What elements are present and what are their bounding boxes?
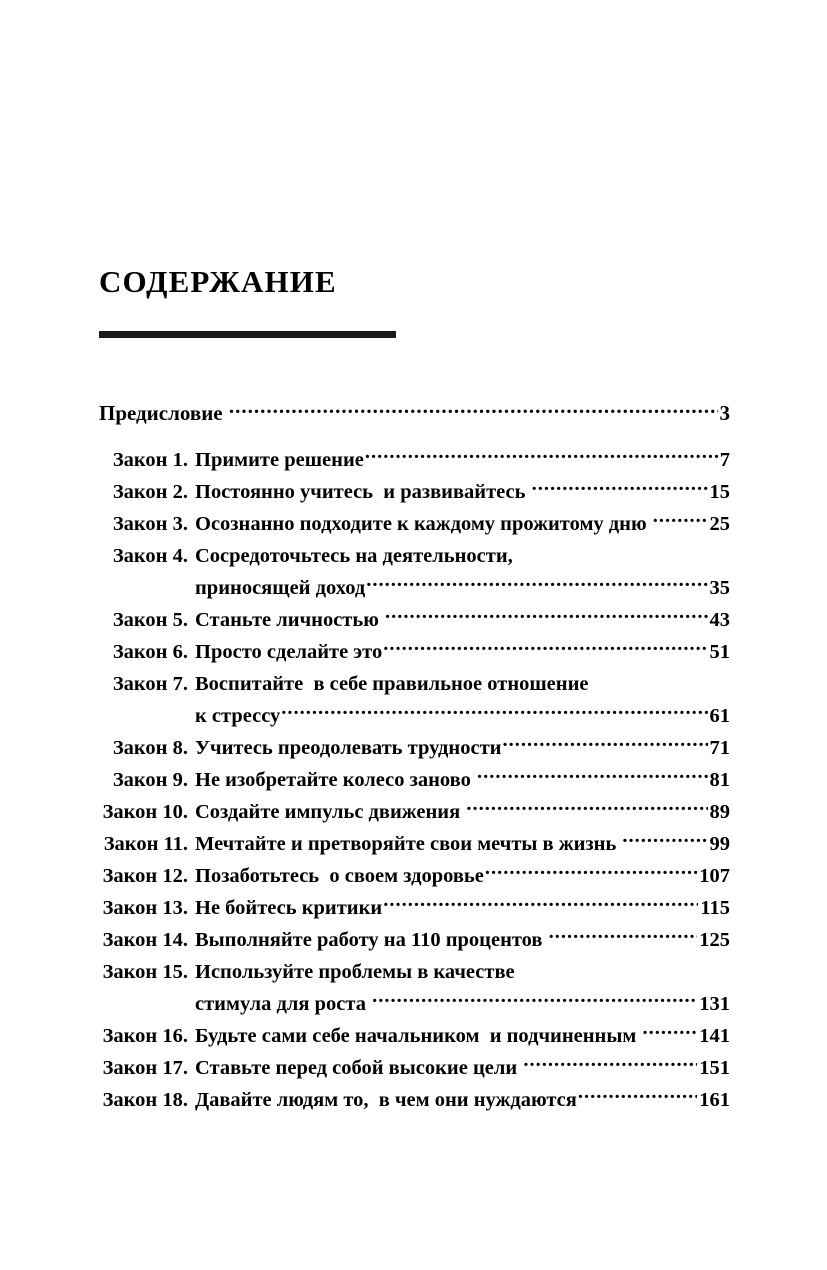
toc-dot-leader — [532, 478, 708, 498]
toc-entry-law-7-continuation[interactable] — [0, 702, 827, 734]
toc-entry-page-number: 35 — [709, 577, 730, 599]
toc-entry-law-12[interactable] — [0, 862, 827, 894]
toc-entry-page-number: 15 — [709, 481, 730, 503]
toc-entry-page-number: 107 — [699, 865, 730, 887]
toc-entry-page-number: 81 — [709, 769, 730, 791]
toc-entry-law-6[interactable] — [0, 638, 827, 670]
toc-entry-law-8[interactable] — [0, 734, 827, 766]
toc-dot-leader — [466, 798, 707, 818]
toc-entry-title: Примите решение — [195, 449, 364, 471]
toc-entry-title: Мечтайте и претворяйте свои мечты в жизнь — [195, 833, 622, 855]
toc-entry-law-9[interactable] — [0, 766, 827, 798]
toc-dot-leader — [365, 446, 718, 466]
title-divider-rule — [99, 331, 396, 338]
toc-entry-law-2[interactable] — [0, 478, 827, 510]
toc-entry-page-number: 115 — [700, 897, 730, 919]
toc-dot-leader — [229, 400, 718, 420]
toc-dot-leader — [383, 638, 707, 658]
toc-dot-leader — [366, 574, 707, 594]
toc-entry-title: Учитесь преодолевать трудности — [195, 737, 502, 759]
toc-dot-leader — [653, 510, 708, 530]
toc-entry-page-number: 99 — [709, 833, 730, 855]
toc-entry-label: Закон 6. — [112, 641, 188, 663]
toc-entry-page-number: 151 — [699, 1057, 730, 1079]
toc-entry-title: Не изобретайте колесо заново — [195, 769, 476, 791]
toc-entry-title: Давайте людям то, в чем они нуждаются — [195, 1089, 577, 1111]
toc-entry-page-number: 161 — [699, 1089, 730, 1111]
toc-dot-leader — [383, 894, 698, 914]
toc-entry-law-5[interactable] — [0, 606, 827, 638]
toc-entry-label: Закон 14. — [102, 929, 188, 951]
toc-entry-law-11[interactable] — [0, 830, 827, 862]
toc-entry-title: Не бойтесь критики — [195, 897, 383, 919]
toc-entry-label: Закон 4. — [112, 545, 188, 567]
toc-entry-label: Закон 16. — [102, 1025, 188, 1047]
toc-entry-title: Ставьте перед собой высокие цели — [195, 1057, 523, 1079]
toc-dot-leader — [281, 702, 707, 722]
toc-dot-leader — [485, 862, 697, 882]
toc-entry-title: Просто сделайте это — [195, 641, 383, 663]
toc-entry-label: Закон 12. — [102, 865, 188, 887]
toc-entry-label: Закон 1. — [112, 449, 188, 471]
toc-entry-label: Закон 8. — [112, 737, 188, 759]
toc-entry-law-10[interactable] — [0, 798, 827, 830]
toc-entry-title: Осознанно подходите к каждому прожитому дню — [195, 513, 652, 535]
toc-entry-title: Выполняйте работу на 110 процентов — [195, 929, 548, 951]
toc-entry-title: стимула для роста — [195, 993, 372, 1015]
page-title: СОДЕРЖАНИЕ — [99, 264, 337, 299]
toc-dot-leader — [642, 1022, 697, 1042]
table-of-contents-list — [0, 400, 827, 1118]
toc-entry-page-number: 125 — [699, 929, 730, 951]
toc-entry-law-4-continuation[interactable] — [0, 574, 827, 606]
toc-entry-law-17[interactable] — [0, 1054, 827, 1086]
toc-entry-page-number: 3 — [719, 401, 730, 425]
toc-entry-label: Закон 13. — [102, 897, 188, 919]
toc-entry-page-number: 43 — [709, 609, 730, 631]
toc-entry-page-number: 131 — [699, 993, 730, 1015]
toc-entry-label: Закон 5. — [112, 609, 188, 631]
toc-entry-title: Станьте личностью — [195, 609, 385, 631]
toc-entry-law-7[interactable] — [0, 670, 827, 702]
toc-entry-label: Закон 18. — [102, 1089, 188, 1111]
toc-dot-leader — [549, 926, 698, 946]
toc-entry-title: к стрессу — [195, 705, 281, 727]
toc-entry-title: Будьте сами себе начальником и подчиненным — [195, 1025, 642, 1047]
toc-entry-label: Закон 7. — [112, 673, 188, 695]
toc-entry-label: Закон 10. — [102, 801, 188, 823]
toc-entry-label: Закон 11. — [103, 833, 188, 855]
toc-entry-page-number: 61 — [709, 705, 730, 727]
toc-entry-title: Используйте проблемы в качестве — [195, 961, 515, 983]
toc-entry-label: Закон 2. — [112, 481, 188, 503]
toc-entry-title: Предисловие — [99, 401, 228, 425]
toc-entry-page-number: 51 — [709, 641, 730, 663]
toc-entry-law-4[interactable] — [0, 542, 827, 574]
toc-dot-leader — [622, 830, 707, 850]
toc-entry-label: Закон 3. — [112, 513, 188, 535]
toc-dot-leader — [477, 766, 708, 786]
toc-entry-label: Закон 9. — [112, 769, 188, 791]
toc-dot-leader — [372, 990, 697, 1010]
toc-dot-leader — [502, 734, 707, 754]
toc-entry-label: Закон 15. — [102, 961, 188, 983]
toc-entry-law-3[interactable] — [0, 510, 827, 542]
toc-entry-title: Сосредоточьтесь на деятельности, — [195, 545, 513, 567]
toc-entry-law-18[interactable] — [0, 1086, 827, 1118]
toc-entry-page-number: 89 — [709, 801, 730, 823]
toc-entry-title: Позаботьтесь о своем здоровье — [195, 865, 484, 887]
toc-entry-title: Создайте импульс движения — [195, 801, 466, 823]
toc-entry-law-16[interactable] — [0, 1022, 827, 1054]
toc-dot-leader — [578, 1086, 697, 1106]
toc-entry-preface[interactable] — [0, 400, 827, 446]
toc-entry-law-1[interactable] — [0, 446, 827, 478]
toc-entry-law-15[interactable] — [0, 958, 827, 990]
toc-entry-law-14[interactable] — [0, 926, 827, 958]
toc-entry-page-number: 141 — [699, 1025, 730, 1047]
toc-dot-leader — [385, 606, 707, 626]
toc-entry-law-13[interactable] — [0, 894, 827, 926]
toc-entry-page-number: 71 — [709, 737, 730, 759]
toc-entry-title: Воспитайте в себе правильное отношение — [195, 673, 589, 695]
toc-entry-law-15-continuation[interactable] — [0, 990, 827, 1022]
toc-entry-title: приносящей доход — [195, 577, 366, 599]
toc-dot-leader — [523, 1054, 697, 1074]
toc-entry-label: Закон 17. — [102, 1057, 188, 1079]
toc-entry-title: Постоянно учитесь и развивайтесь — [195, 481, 531, 503]
toc-entry-page-number: 25 — [709, 513, 730, 535]
toc-entry-page-number: 7 — [719, 449, 730, 471]
